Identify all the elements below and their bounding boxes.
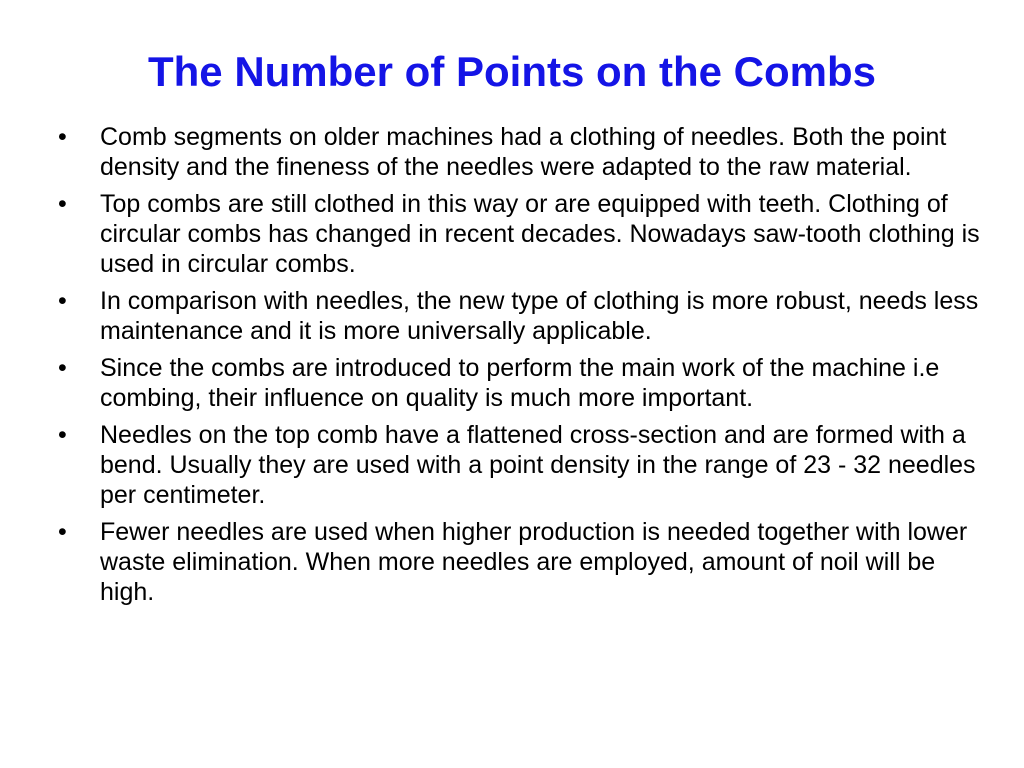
bullet-item — [58, 353, 988, 413]
bullet-text: Comb segments on older machines had a clothing of needles. Both the point density and the fineness of the needles were adapted to the raw material. — [100, 123, 947, 181]
bullet-item — [58, 420, 988, 510]
bullet-text: Top combs are still clothed in this way or are equipped with teeth. Clothing of circular combs has changed in recent decades. Nowadays saw-tooth clothing is used in circular combs. — [100, 190, 980, 278]
bullet-text: Fewer needles are used when higher production is needed together with lower waste elimination. When more needles are employed, amount of noil will be high. — [100, 518, 968, 606]
bullet-dot-icon: • — [58, 287, 67, 315]
bullet-dot-icon: • — [58, 123, 67, 151]
bullet-item — [58, 189, 988, 279]
bullet-item — [58, 286, 988, 346]
bullet-dot-icon: • — [58, 518, 67, 546]
bullet-item — [58, 122, 988, 182]
bullet-text: In comparison with needles, the new type of clothing is more robust, needs less maintenance and it is more universally applicable. — [100, 287, 979, 345]
bullet-dot-icon: • — [58, 190, 67, 218]
bullet-dot-icon: • — [58, 421, 67, 449]
slide-title: The Number of Points on the Combs — [147, 48, 876, 95]
bullet-text: Since the combs are introduced to perform the main work of the machine i.e combing, their influence on quality is much more important. — [100, 354, 940, 412]
bullet-text: Needles on the top comb have a flattened cross-section and are formed with a bend. Usually they are used with a point density in the range of 23 - 32 needles per centimeter. — [100, 421, 976, 509]
bullet-item — [58, 517, 988, 607]
bullet-dot-icon: • — [58, 354, 67, 382]
bullet-list — [58, 122, 988, 614]
